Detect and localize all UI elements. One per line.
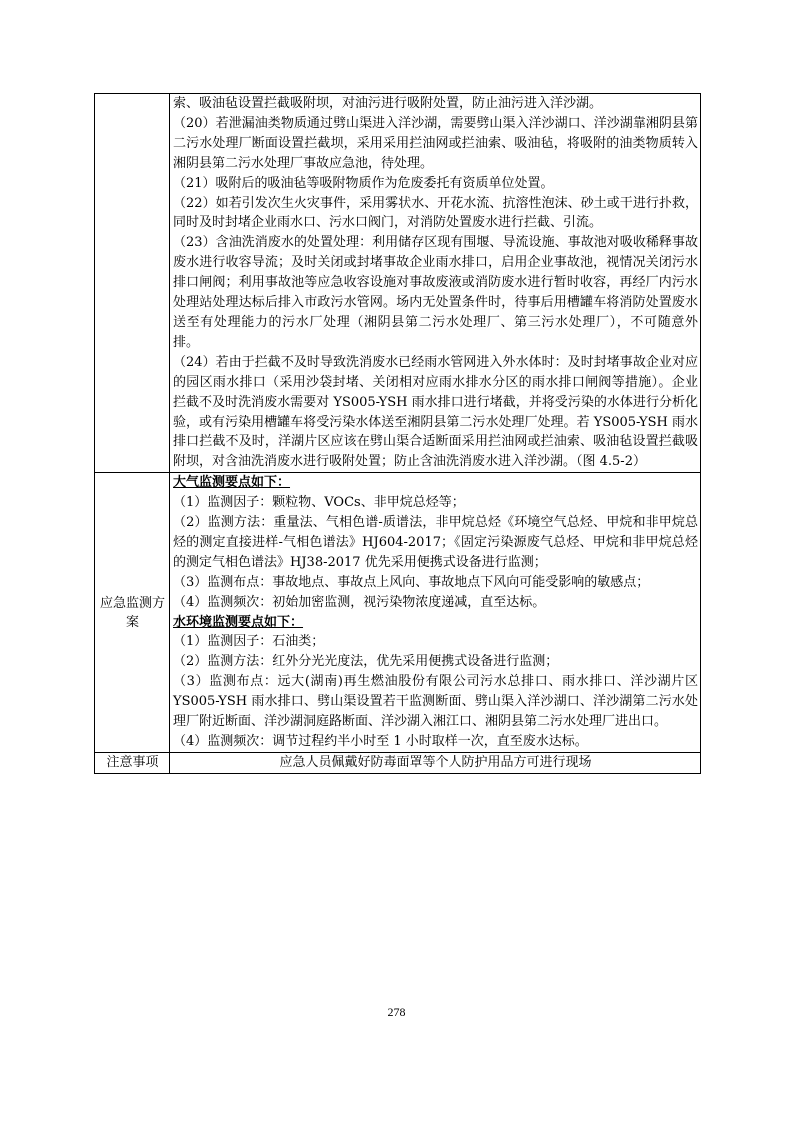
- monitoring-content: [170, 473, 701, 753]
- row-label: [95, 94, 170, 473]
- water-item: （1）监测因子：石油类；: [173, 634, 325, 650]
- disposal-content: [170, 94, 701, 473]
- notes-row: [95, 752, 701, 773]
- paragraph: （20）若泄漏油类物质通过劈山渠进入洋沙湖，需要劈山渠入洋沙湖口、洋沙湖靠湘阴县第二污水处理厂断面设置拦截坝，采用采用拦油网或拦油索、吸油毡，将吸附的油类物质转入湘阴县第二污水处理厂事故应急池，待处理。: [173, 115, 698, 171]
- air-monitoring-heading: 大气监测要点如下：: [173, 475, 291, 491]
- notes-content: 应急人员佩戴好防毒面罩等个人防护用品方可进行现场: [170, 752, 701, 773]
- water-item: （3）监测布点：远大(湖南)再生燃油股份有限公司污水总排口、雨水排口、洋沙湖片区 YS005-YSH 雨水排口、劈山渠设置若干监测断面、劈山渠入洋沙湖口、洋沙湖第二污水处理厂附近断面、洋沙湖洞庭路断面、洋沙湖入湘江口、湘阴县第二污水处理厂进出口。: [173, 674, 698, 730]
- paragraph: （21）吸附后的吸油毡等吸附物质作为危废委托有资质单位处置。: [173, 175, 554, 191]
- paragraph: （24）若由于拦截不及时导致洗消废水已经雨水管网进入外水体时：及时封堵事故企业对应的园区雨水排口（采用沙袋封堵、关闭相对应雨水排水分区的雨水排口闸阀等措施）。企业拦截不及时洗消废水需要对 YS005-YSH 雨水排口进行堵截，并将受污染的水体进行分析化验，或有污染用槽罐车将受污染水体送至湘阴县第二污水处理厂处理。若 YS005-YSH 雨水排口拦截不及时，洋湖片区应该在劈山渠合适断面采用拦油网或拦油索、吸油毡设置拦截吸附坝，对含油洗消废水进行吸附处置；防止含油洗消废水进入洋沙湖。（图 4.5-2）: [173, 354, 698, 470]
- water-monitoring-heading: 水环境监测要点如下：: [173, 614, 304, 630]
- air-item: （2）监测方法：重量法、气相色谱-质谱法，非甲烷总烃《环境空气总烃、甲烷和非甲烷总烃的测定直接进样-气相色谱法》HJ604-2017；《固定污染源废气总烃、甲烷和非甲烷总烃的测定气相色谱法》HJ38-2017 优先采用便携式设备进行监测；: [173, 515, 698, 570]
- disposal-row: [95, 94, 701, 473]
- water-item: （2）监测方法：红外分光光度法，优先采用便携式设备进行监测；: [173, 654, 559, 670]
- monitoring-row: [95, 473, 701, 753]
- row-label-monitoring: 应急监测方案: [95, 473, 170, 753]
- paragraph: 索、吸油毡设置拦截吸附坝，对油污进行吸附处置，防止油污进入洋沙湖。: [173, 96, 603, 111]
- paragraph: （23）含油洗消废水的处置处理：利用储存区现有围堰、导流设施、事故池对吸收稀释事故废水进行收容导流；及时关闭或封堵事故企业雨水排口，启用企业事故池，视情况关闭污水排口闸阀；利用事故池等应急收容设施对事故废液或消防废水进行暂时收容，再经厂内污水处理站处理达标后排入市政污水管网。场内无处置条件时，待事后用槽罐车将消防处置废水送至有处理能力的污水厂处理（湘阴县第二污水处理厂、第三污水处理厂），不可随意外排。: [173, 235, 698, 350]
- page-number: 278: [387, 1005, 406, 1019]
- air-item: （1）监测因子：颗粒物、VOCs、非甲烷总烃等；: [173, 495, 465, 511]
- document-table: [94, 93, 701, 774]
- air-item: （3）监测布点：事故地点、事故点上风向、事故地点下风向可能受影响的敏感点；: [173, 574, 650, 590]
- water-item: （4）监测频次：调节过程约半小时至 1 小时取样一次，直至废水达标。: [173, 734, 588, 749]
- air-item: （4）监测频次：初始加密监测，视污染物浓度递减，直至达标。: [173, 594, 546, 610]
- paragraph: （22）如若引发次生火灾事件，采用雾状水、开花水流、抗溶性泡沫、砂土或干进行扑救，同时及时封堵企业雨水口、污水口阀门，对消防处置废水进行拦截、引流。: [173, 195, 698, 231]
- row-label-notes: 注意事项: [95, 752, 170, 773]
